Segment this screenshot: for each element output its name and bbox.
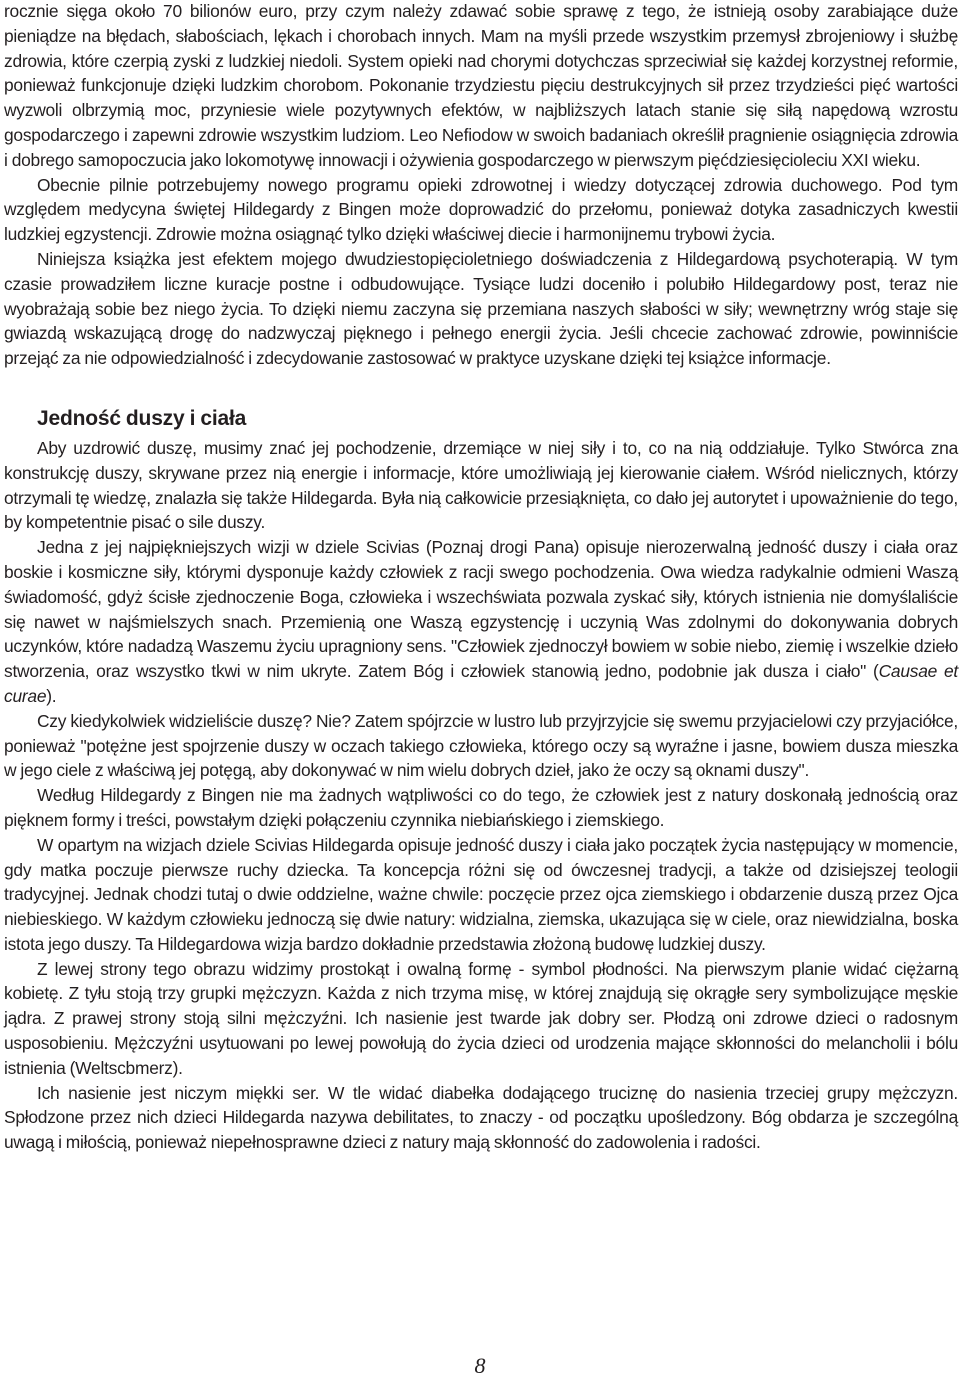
body-text — [4, 0, 958, 1155]
paragraph-continuation: rocznie sięga około 70 bilionów euro, przy czym należy zdawać sobie sprawę z tego, że istnieją osoby zarabiające duże pieniądze na błędach, słabościach, lękach i chorobach innych. Mam na myśli przede wszystkim przemysł zbrojeniowy i służbę zdrowia, które czerpią zyski z ludzkiej niedoli. System opieki nad chorymi dotychczas sprzeciwiał się każdej korzystnej reformie, ponieważ funkcjonuje dzięki ludzkim chorobom. Pokonanie trzydziestu pięciu destrukcyjnych sił przez trzydzieści pięć wartości wyzwoli olbrzymią moc, przyniesie wiele pozytywnych efektów, w najbliższych latach stanie się siłą napędową wzrostu gospodarczego i zapewni zdrowie wszystkim ludziom. Leo Nefiodow w swoich badaniach określił pragnienie osiągnięcia zdrowia i dobrego samopoczucia jako lokomotywę innowacji i ożywienia gospodarczego w pierwszym pięćdziesięcioleciu XXI wieku. — [4, 1, 958, 170]
paragraph-with-citation — [4, 535, 958, 709]
paragraph: Czy kiedykolwiek widzieliście duszę? Nie? Zatem spójrzcie w lustro lub przyjrzyjcie się swemu przyjacielowi czy przyjaciółce, ponieważ "potężne jest spojrzenie duszy w oczach takiego człowieka, którego oczy są wyraźne i jasne, bowiem dusza mieszka w jego ciele z właściwą jej potęgą, aby dokonywać w nim wielu dobrych dzieł, jako że oczy są oknami duszy". — [4, 710, 958, 781]
paragraph: Obecnie pilnie potrzebujemy nowego programu opieki zdrowotnej i wiedzy dotyczącej zdrowia duchowego. Pod tym względem medycyna świętej Hildegardy z Bingen może doprowadzić do przełomu, ponieważ dotyka zasadniczych kwestii ludzkiej egzystencji. Zdrowie można osiągnąć tylko dzięki właściwej diecie i harmonijnemu trybowi życia. — [4, 174, 958, 245]
section-heading: Jedność duszy i ciała — [37, 406, 247, 430]
book-title-citation: Causae et curae — [4, 661, 959, 706]
paragraph: W opartym na wizjach dziele Scivias Hildegarda opisuje jedność duszy i ciała jako początek życia następujący w momencie, gdy matka poczuje pierwsze ruchy dziecka. Ta koncepcja różni się od ówczesnej tradycji, a także od dzisiejszej teologii tradycyjnej. Jednak chodzi tutaj o dwie oddzielne, ważne chwile: poczęcie przez ojca ziemskiego i obdarzenie duszą przez Ojca niebieskiego. W każdym człowieku jednoczą się dwie natury: widzialna, ziemska, ukazująca się w ciele, oraz niewidzialna, boska istota jego duszy. Ta Hildegardowa wizja bardzo dokładnie przedstawia złożoną budowę ludzkiej duszy. — [4, 834, 958, 954]
paragraph: Z lewej strony tego obrazu widzimy prostokąt i owalną formę - symbol płodności. Na pierwszym planie widać ciężarną kobietę. Z tyłu stoją trzy grupki mężczyzn. Każda z nich trzyma misę, w której znajdują się okrągłe sery symbolizujące męskie jądra. Z prawej strony stoją silni mężczyźni. Ich nasienie jest twarde jak dobry ser. Płodzą oni zdrowe dzieci o radosnym usposobieniu. Mężczyźni usytuowani po lewej powołują do życia dzieci od urodzenia mające skłonności do melancholii i bólu istnienia (Weltscbmerz). — [4, 958, 958, 1078]
paragraph-text: Jedna z jej najpiękniejszych wizji w dziele Scivias (Poznaj drogi Pana) opisuje nierozerwalną jedność duszy i ciała oraz boskie i kosmiczne siły, którymi dysponuje każdy człowiek z racji swego pochodzenia. Owa wiedza radykalnie odmieni Waszą świadomość, gdyż ścisłe zjednoczenie Boga, człowieka i wszechświata pozwala zyskać siły, których istnienia nie domyślaliście się nawet w najśmielszych snach. Przemienią one Waszą egzystencję i uczynią Was zdolnymi do dokonywania dobrych uczynków, które nadadzą Waszemu życiu upragniony sens. "Człowiek zjednoczył bowiem w sobie niebo, ziemię i wszelkie dzieło stworzenia, oraz wszystko tkwi w nim ukryte. Zatem Bóg i człowiek stanowią jedno, podobnie jak dusza i ciało" ( — [4, 537, 958, 682]
paragraph: Aby uzdrowić duszę, musimy znać jej pochodzenie, drzemiące w niej siły i to, co na nią oddziałuje. Tylko Stwórca zna konstrukcję duszy, skrywane przez nią energie i informacje, które umożliwiają jej kierowanie ciałem. Wśród nielicznych, którzy otrzymali tę wiedzę, znalazła się także Hildegarda. Była nią całkowicie przesiąknięta, co dało jej autorytet i upoważnienie do tego, by kompetentnie pisać o sile duszy. — [4, 437, 958, 533]
page-number: 8 — [474, 1353, 486, 1378]
paragraph: Niniejsza książka jest efektem mojego dwudziestopięcioletniego doświadczenia z Hildegardową psychoterapią. W tym czasie prowadziłem liczne kuracje postne i odbudowujące. Tysiące ludzi doceniło i polubiło Hildegardowy post, teraz nie wyobrażają sobie bez niego życia. To dzięki niemu zaczyna się przemiana naszych słabości w siły; wewnętrzny wróg staje się gwiazdą wskazującą drogę do nadzwyczaj pięknego i pełnego energii życia. Jeśli chcecie zachować zdrowie, powinniście przejąć za nie odpowiedzialność i zdecydowanie zastosować w praktyce uzyskane dzięki tej książce informacje. — [4, 248, 958, 369]
paragraph: Ich nasienie jest niczym miękki ser. W tle widać diabełka dodającego truciznę do nasienia trzeciej grupy mężczyzn. Spłodzone przez nich dzieci Hildegarda nazywa debilitates, to znaczy - od początku upośledzony. Bóg obdarza je szczególną uwagą i miłością, ponieważ niepełnosprawne dzieci z natury mają skłonność do zadowolenia i radości. — [4, 1082, 958, 1153]
document-page — [4, 0, 958, 1380]
paragraph-text-end: ). — [46, 685, 57, 706]
paragraph: Według Hildegardy z Bingen nie ma żadnych wątpliwości co do tego, że człowiek jest z natury doskonałą jednością oraz pięknem formy i treści, powstałym dzięki połączeniu czynnika niebiańskiego i ziemskiego. — [4, 785, 958, 830]
